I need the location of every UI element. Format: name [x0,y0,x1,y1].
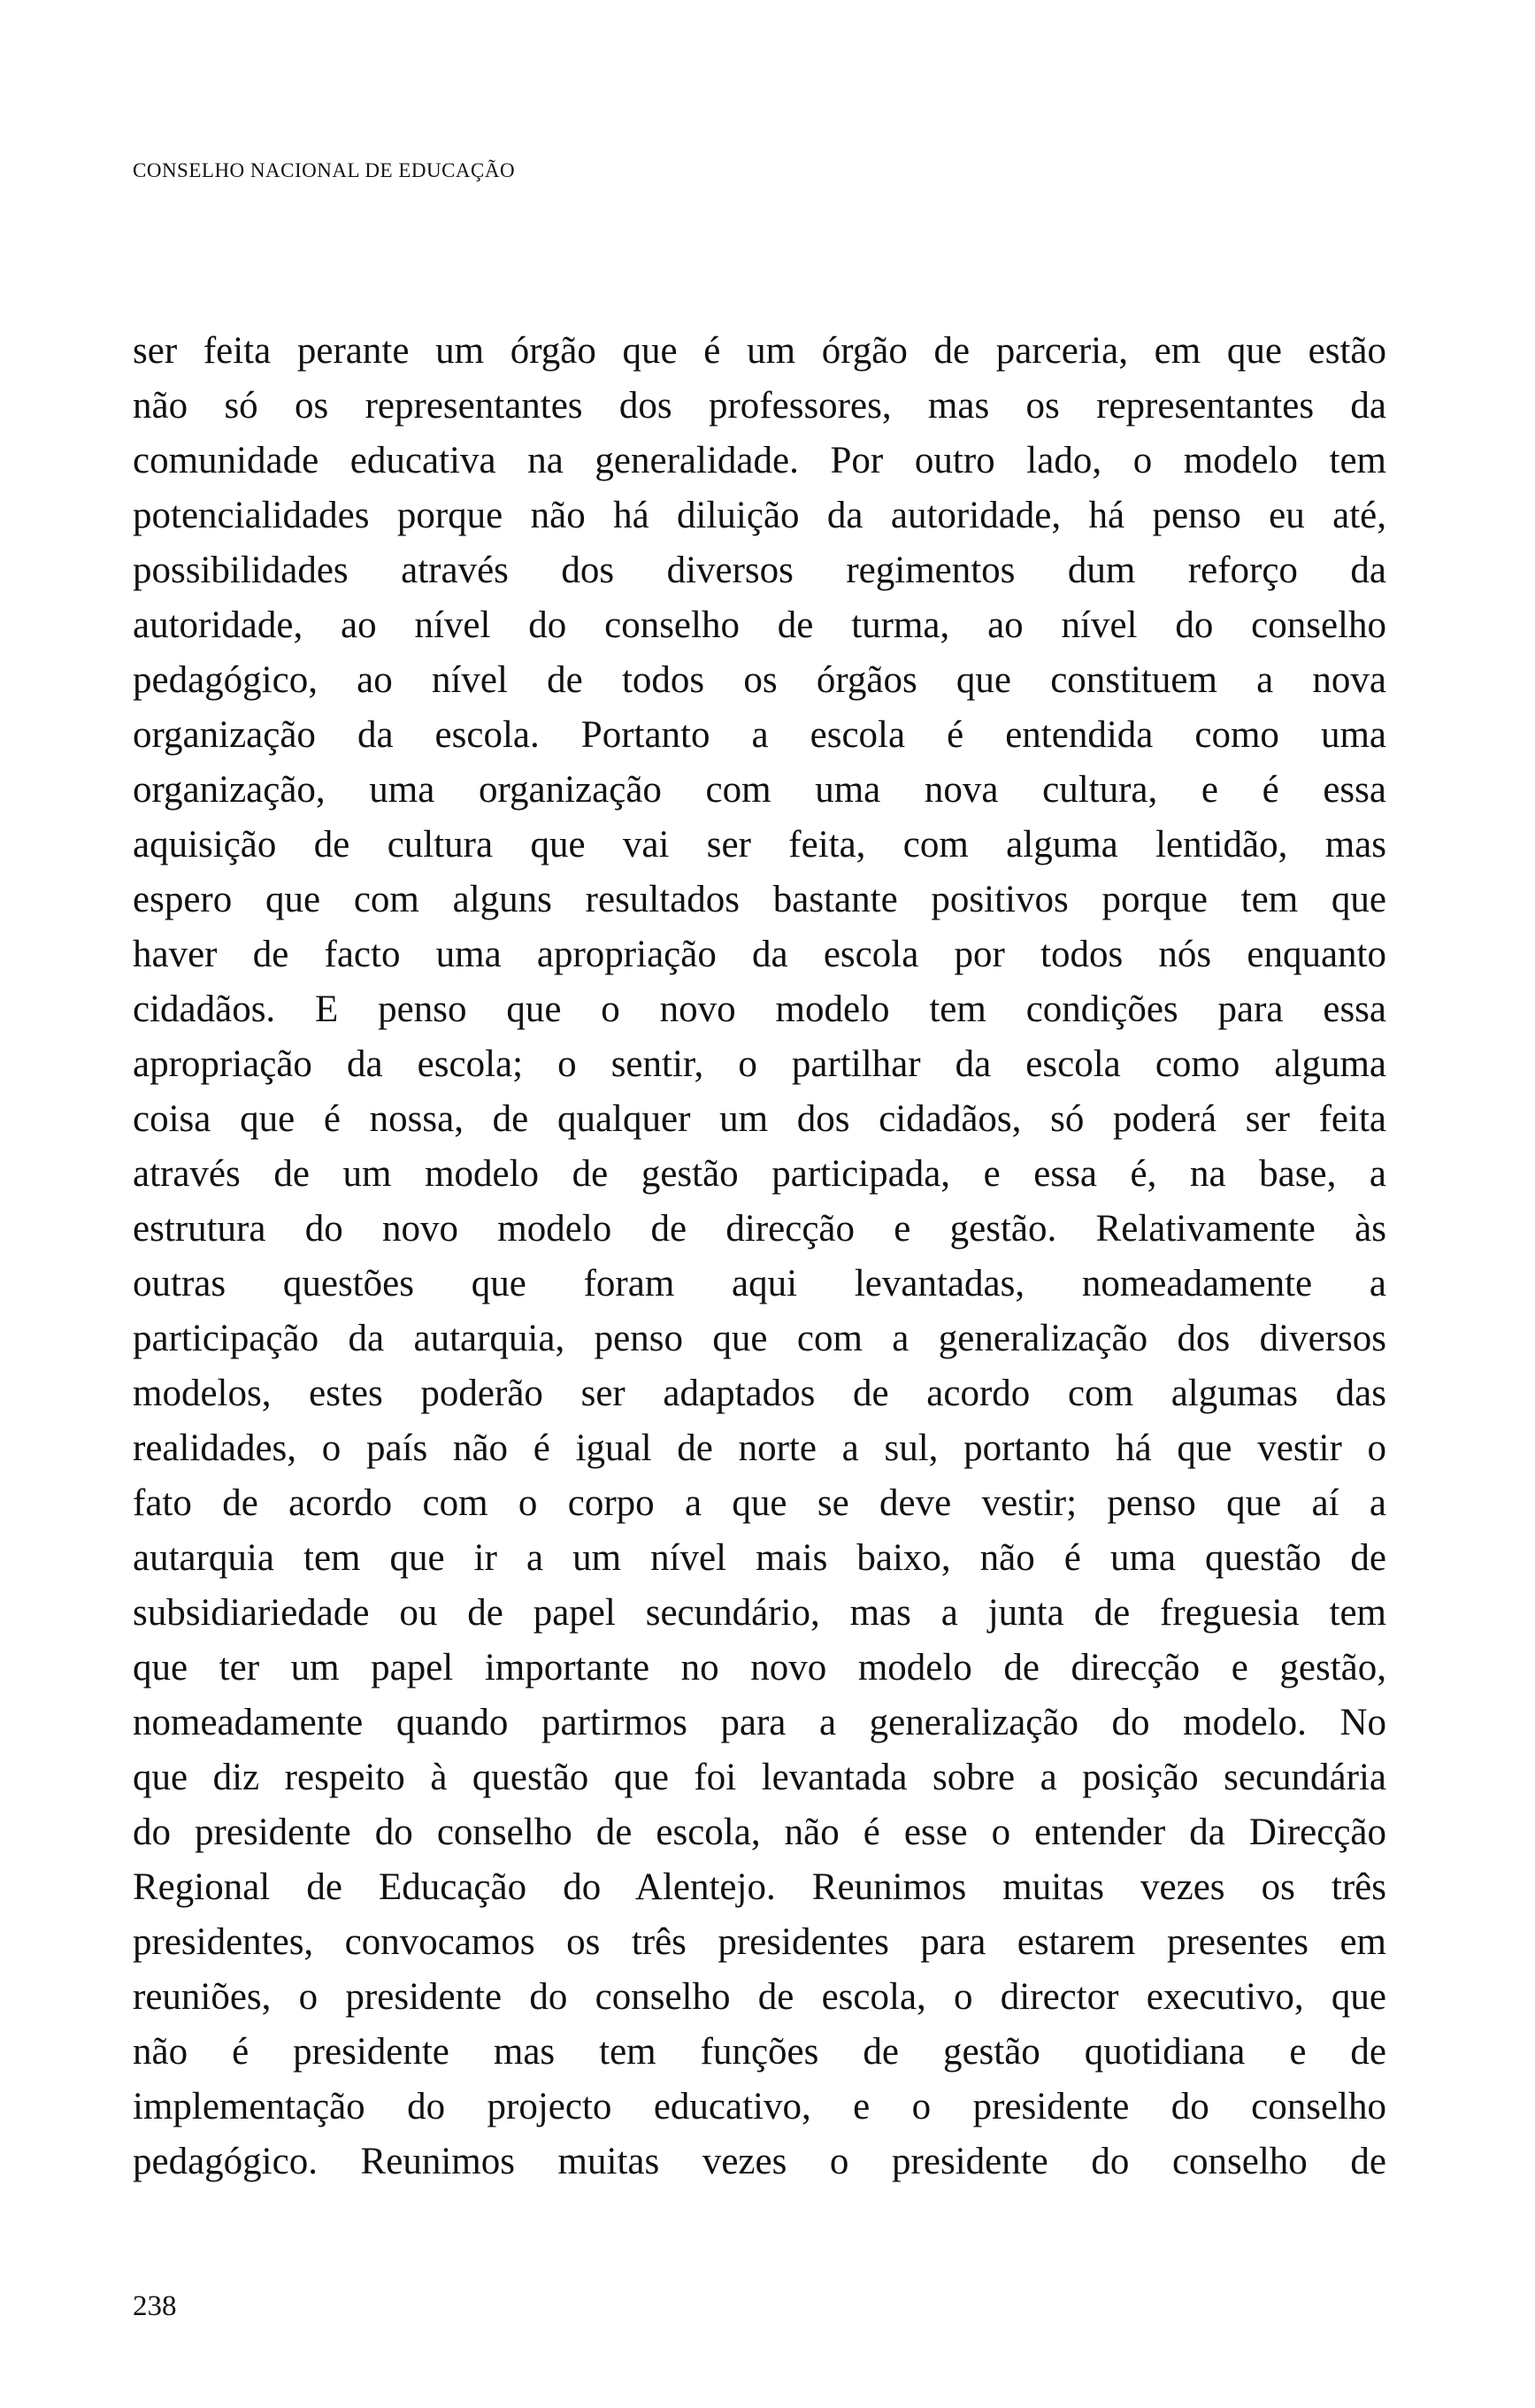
text-line: reuniões, o presidente do conselho de escola, o director executivo, que [133,1976,1386,2018]
text-line: realidades, o país não é igual de norte a sul, portanto há que vestir o [133,1427,1386,1469]
text-line: comunidade educativa na generalidade. Por outro lado, o modelo tem [133,440,1386,481]
text-line: espero que com alguns resultados bastante positivos porque tem que [133,879,1386,920]
body-text [133,324,1386,2189]
text-line: ser feita perante um órgão que é um órgão de parceria, em que estão [133,330,1386,372]
text-line: autoridade, ao nível do conselho de turma, ao nível do conselho [133,604,1386,646]
text-line: organização, uma organização com uma nova cultura, e é essa [133,769,1386,811]
running-header: CONSELHO NACIONAL DE EDUCAÇÃO [133,159,516,181]
text-line: nomeadamente quando partirmos para a generalização do modelo. No [133,1702,1386,1743]
text-line: subsidiariedade ou de papel secundário, mas a junta de freguesia tem [133,1592,1386,1634]
text-line: não só os representantes dos professores, mas os representantes da [133,385,1386,427]
text-line: organização da escola. Portanto a escola é entendida como uma [133,714,1386,756]
text-line: através de um modelo de gestão participada, e essa é, na base, a [133,1153,1386,1195]
text-line: que diz respeito à questão que foi levantada sobre a posição secundária [133,1757,1386,1798]
text-line: fato de acordo com o corpo a que se deve vestir; penso que aí a [133,1482,1386,1524]
text-line: possibilidades através dos diversos regimentos dum reforço da [133,550,1386,591]
text-line: pedagógico, ao nível de todos os órgãos que constituem a nova [133,659,1386,701]
text-line: presidentes, convocamos os três presidentes para estarem presentes em [133,1921,1386,1963]
text-line: potencialidades porque não há diluição da autoridade, há penso eu até, [133,495,1386,536]
text-line: Regional de Educação do Alentejo. Reunimos muitas vezes os três [133,1866,1386,1908]
text-line: apropriação da escola; o sentir, o partilhar da escola como alguma [133,1043,1386,1085]
text-line: outras questões que foram aqui levantadas, nomeadamente a [133,1263,1386,1304]
text-line: implementação do projecto educativo, e o presidente do conselho [133,2086,1386,2127]
page-number: 238 [133,2290,177,2322]
text-line: modelos, estes poderão ser adaptados de acordo com algumas das [133,1373,1386,1414]
text-line: não é presidente mas tem funções de gestão quotidiana e de [133,2031,1386,2073]
text-line: do presidente do conselho de escola, não é esse o entender da Direcção [133,1812,1386,1853]
text-line: participação da autarquia, penso que com a generalização dos diversos [133,1318,1386,1359]
text-line: coisa que é nossa, de qualquer um dos cidadãos, só poderá ser feita [133,1098,1386,1140]
text-line: que ter um papel importante no novo modelo de direcção e gestão, [133,1647,1386,1689]
text-line: aquisição de cultura que vai ser feita, com alguma lentidão, mas [133,824,1386,865]
text-line: estrutura do novo modelo de direcção e gestão. Relativamente às [133,1208,1386,1250]
text-line: autarquia tem que ir a um nível mais baixo, não é uma questão de [133,1537,1386,1579]
text-line: cidadãos. E penso que o novo modelo tem condições para essa [133,989,1386,1030]
text-line: pedagógico. Reunimos muitas vezes o presidente do conselho de [133,2141,1386,2182]
text-line: haver de facto uma apropriação da escola por todos nós enquanto [133,934,1386,975]
